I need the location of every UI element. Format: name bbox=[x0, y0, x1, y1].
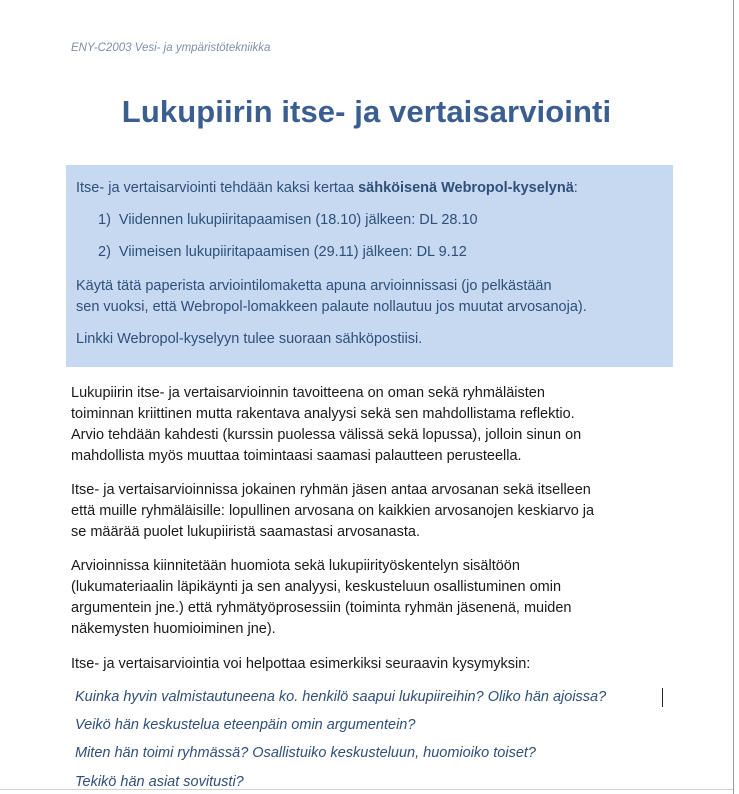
info-paragraph-line: sen vuoksi, että Webropol-lomakkeen palaute nollautuu jos muutat arvosanoja). bbox=[76, 299, 587, 315]
body-paragraph-line: (lukumateriaalin läpikäynti ja sen analyysi, keskusteluun osallistuminen omin bbox=[71, 579, 562, 595]
body-paragraph-line: näkemysten huomioiminen jne). bbox=[71, 621, 276, 637]
list-text: Viimeisen lukupiiritapaamisen (29.11) jälkeen: DL 9.12 bbox=[118, 244, 467, 260]
info-list-item bbox=[98, 242, 467, 263]
document-title: Lukupiirin itse- ja vertaisarviointi bbox=[121, 94, 612, 129]
body-paragraph-line: argumentein jne.) että ryhmätyöprosessiin (toiminta ryhmän jäsenenä, muiden bbox=[71, 600, 572, 616]
body-paragraph-line: Itse- ja vertaisarvioinnissa jokainen ryhmän jäsen antaa arvosanan sekä itselleen bbox=[71, 482, 591, 498]
body-paragraph-line: Arvio tehdään kahdesti (kurssin puolessa välissä sekä lopussa), jolloin sinun on bbox=[71, 427, 582, 443]
info-list-item bbox=[98, 210, 478, 231]
body-paragraph-line: mahdollista myös muuttaa toimintaasi saamasi palautteen perusteella. bbox=[71, 448, 522, 464]
list-text: Viidennen lukupiiritapaamisen (18.10) jälkeen: DL 28.10 bbox=[118, 212, 478, 228]
question-item: Veikö hän keskustelua eteenpäin omin argumentein? bbox=[75, 717, 416, 733]
question-item: Tekikö hän asiat sovitusti? bbox=[75, 774, 244, 790]
text-cursor bbox=[662, 688, 663, 707]
question-item: Miten hän toimi ryhmässä? Osallistuiko keskusteluun, huomioiko toiset? bbox=[75, 745, 536, 761]
questions-intro: Itse- ja vertaisarviointia voi helpottaa esimerkiksi seuraavin kysymyksin: bbox=[71, 656, 531, 672]
info-box bbox=[66, 165, 673, 367]
info-link-text: Linkki Webropol-kyselyyn tulee suoraan sähköpostiisi. bbox=[76, 331, 423, 347]
info-intro-bold: sähköisenä Webropol-kyselynä bbox=[358, 180, 574, 196]
info-intro-end: : bbox=[573, 180, 578, 196]
info-intro bbox=[76, 178, 578, 199]
body-paragraph-line: Lukupiirin itse- ja vertaisarvioinnin tavoitteena on oman sekä ryhmäläisten bbox=[71, 385, 545, 401]
list-number: 1) bbox=[98, 212, 111, 228]
body-paragraph-line: Arvioinnissa kiinnitetään huomiota sekä lukupiirityöskentelyn sisältöön bbox=[71, 558, 520, 574]
body-paragraph-line: toiminnan kriittinen mutta rakentava analyysi sekä sen mahdollistama reflektio. bbox=[71, 406, 575, 422]
body-paragraph-line: se määrää puolet lukupiiristä saamastasi arvosanasta. bbox=[71, 524, 420, 540]
body-paragraph-line: että muille ryhmäläisille: lopullinen arvosana on kaikkien arvosanojen keskiarvo ja bbox=[71, 503, 595, 519]
info-intro-text: Itse- ja vertaisarviointi tehdään kaksi kertaa bbox=[76, 180, 359, 196]
question-item: Kuinka hyvin valmistautuneena ko. henkilö saapui lukupiireihin? Oliko hän ajoissa? bbox=[75, 689, 607, 705]
course-header: ENY-C2003 Vesi- ja ympäristötekniikka bbox=[71, 42, 271, 54]
info-paragraph-line: Käytä tätä paperista arviointilomaketta apuna arvioinnissasi (jo pelkästään bbox=[76, 278, 552, 294]
page-edge bbox=[733, 0, 734, 794]
list-number: 2) bbox=[98, 244, 111, 260]
